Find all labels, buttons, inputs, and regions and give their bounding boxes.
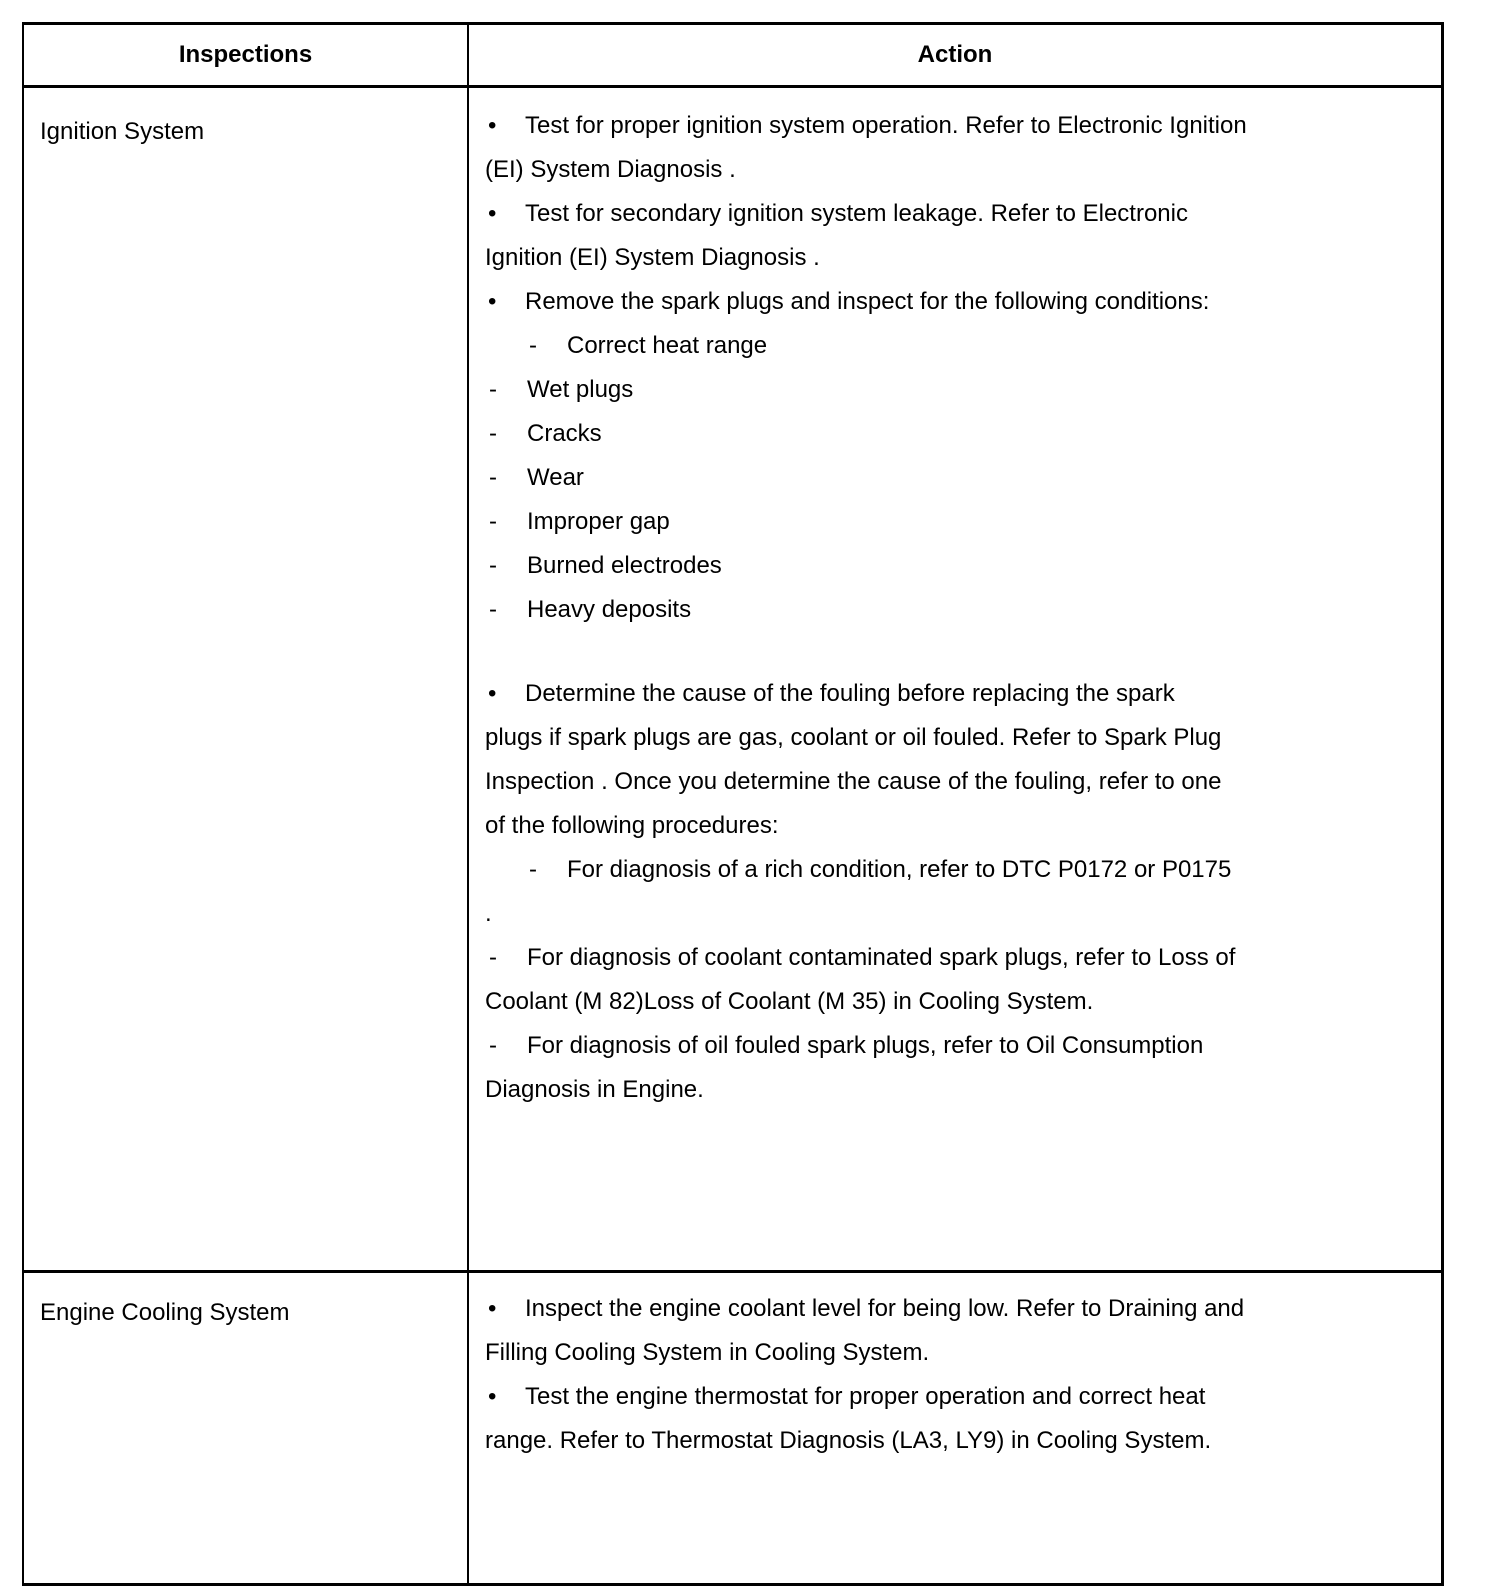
action-text: Ignition (EI) System Diagnosis . bbox=[485, 244, 820, 271]
bullet-icon: • bbox=[488, 1295, 497, 1322]
action-line bbox=[485, 1287, 1441, 1331]
action-text: Inspect the engine coolant level for being low. Refer to Draining and bbox=[525, 1295, 1245, 1322]
action-text: Remove the spark plugs and inspect for the following conditions: bbox=[525, 288, 1210, 315]
dash-icon: - bbox=[489, 376, 497, 403]
action-text: Inspection . Once you determine the cause of the fouling, refer to one bbox=[485, 768, 1222, 795]
action-text: Improper gap bbox=[527, 508, 670, 535]
action-line bbox=[485, 324, 1441, 368]
action-cell bbox=[468, 1272, 1443, 1585]
action-text: Determine the cause of the fouling before replacing the spark bbox=[525, 680, 1175, 707]
action-text: Test for secondary ignition system leakage. Refer to Electronic bbox=[525, 200, 1188, 227]
action-line bbox=[485, 456, 1441, 500]
action-text: Filling Cooling System in Cooling System. bbox=[485, 1339, 930, 1366]
inspection-table bbox=[22, 22, 1444, 1586]
action-line bbox=[485, 848, 1441, 892]
bullet-icon: • bbox=[488, 112, 497, 139]
action-text: range. Refer to Thermostat Diagnosis (LA3, LY9) in Cooling System. bbox=[485, 1427, 1212, 1454]
action-line bbox=[485, 368, 1441, 412]
dash-icon: - bbox=[489, 596, 497, 623]
action-text: Test the engine thermostat for proper operation and correct heat bbox=[525, 1383, 1206, 1410]
action-line bbox=[485, 1068, 1441, 1112]
inspection-cell: Ignition System bbox=[23, 87, 468, 1272]
action-line bbox=[485, 192, 1441, 236]
action-text: Coolant (M 82)Loss of Coolant (M 35) in Cooling System. bbox=[485, 988, 1094, 1015]
action-line bbox=[485, 936, 1441, 980]
dash-icon: - bbox=[489, 944, 497, 971]
action-line bbox=[485, 104, 1441, 148]
action-line bbox=[485, 280, 1441, 324]
header-action: Action bbox=[468, 24, 1443, 87]
action-line bbox=[485, 980, 1441, 1024]
action-line bbox=[485, 148, 1441, 192]
inspection-cell: Engine Cooling System bbox=[23, 1272, 468, 1585]
action-text: (EI) System Diagnosis . bbox=[485, 156, 736, 183]
bullet-icon: • bbox=[488, 680, 497, 707]
dash-icon: - bbox=[489, 464, 497, 491]
action-text: For diagnosis of oil fouled spark plugs, refer to Oil Consumption bbox=[527, 1032, 1204, 1059]
action-line bbox=[485, 1375, 1441, 1419]
action-line bbox=[485, 544, 1441, 588]
dash-icon: - bbox=[489, 1032, 497, 1059]
table-row bbox=[23, 87, 1443, 1272]
bullet-icon: • bbox=[488, 288, 497, 315]
action-text: Correct heat range bbox=[567, 332, 768, 359]
action-line bbox=[485, 1024, 1441, 1068]
dash-icon: - bbox=[529, 856, 537, 883]
action-line bbox=[485, 236, 1441, 280]
action-text: of the following procedures: bbox=[485, 812, 779, 839]
action-text: Heavy deposits bbox=[527, 596, 692, 623]
action-text: Burned electrodes bbox=[527, 552, 722, 579]
action-text: Wear bbox=[527, 464, 584, 491]
dash-icon: - bbox=[529, 332, 537, 359]
header-inspections: Inspections bbox=[23, 24, 468, 87]
action-line bbox=[485, 588, 1441, 632]
action-text: . bbox=[485, 900, 492, 927]
action-text: Wet plugs bbox=[527, 376, 634, 403]
action-line bbox=[485, 672, 1441, 716]
action-line bbox=[485, 804, 1441, 848]
action-line bbox=[485, 1419, 1441, 1463]
action-text: Cracks bbox=[527, 420, 602, 447]
action-line bbox=[485, 760, 1441, 804]
action-line bbox=[485, 412, 1441, 456]
action-line bbox=[485, 892, 1441, 936]
action-text: For diagnosis of a rich condition, refer to DTC P0172 or P0175 bbox=[567, 856, 1232, 883]
table-row bbox=[23, 1272, 1443, 1585]
action-text: Test for proper ignition system operation. Refer to Electronic Ignition bbox=[525, 112, 1247, 139]
action-text: For diagnosis of coolant contaminated spark plugs, refer to Loss of bbox=[527, 944, 1236, 971]
bullet-icon: • bbox=[488, 200, 497, 227]
dash-icon: - bbox=[489, 552, 497, 579]
action-line bbox=[485, 1331, 1441, 1375]
action-line bbox=[485, 716, 1441, 760]
bullet-icon: • bbox=[488, 1383, 497, 1410]
action-line bbox=[485, 500, 1441, 544]
action-cell bbox=[468, 87, 1443, 1272]
action-text: plugs if spark plugs are gas, coolant or oil fouled. Refer to Spark Plug bbox=[485, 724, 1222, 751]
action-text: Diagnosis in Engine. bbox=[485, 1076, 704, 1103]
spacer bbox=[485, 632, 1441, 672]
dash-icon: - bbox=[489, 420, 497, 447]
dash-icon: - bbox=[489, 508, 497, 535]
header-row bbox=[23, 24, 1443, 87]
